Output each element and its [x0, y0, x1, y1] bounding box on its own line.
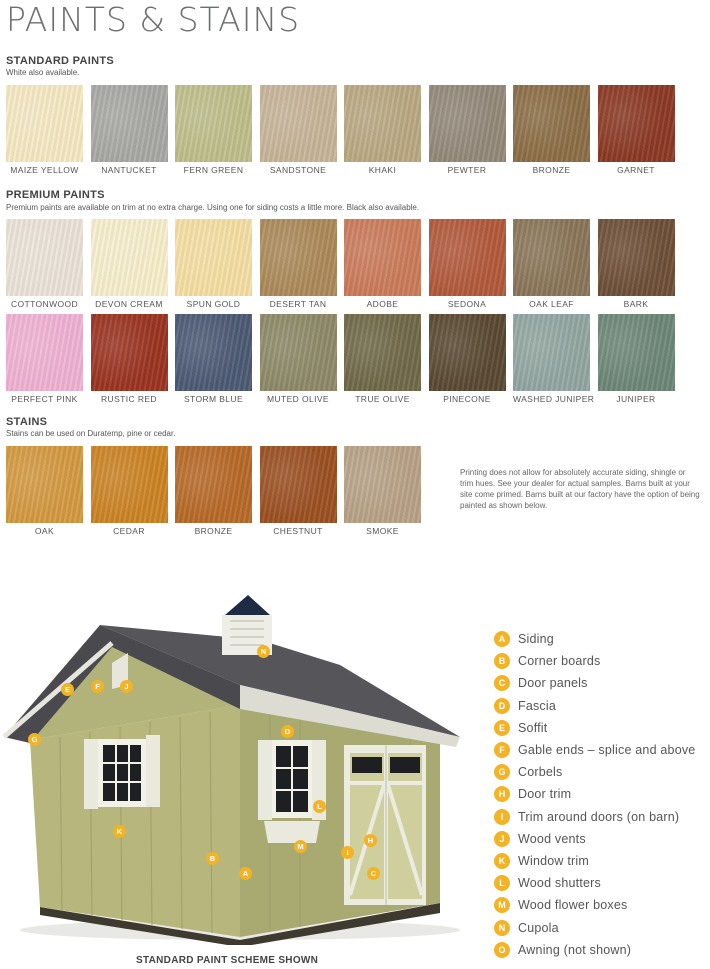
legend-letter-badge: E [494, 720, 510, 736]
swatch-label: JUNIPER [616, 394, 656, 404]
legend-item [494, 828, 708, 850]
swatch-label: TRUE OLIVE [355, 394, 410, 404]
swatch-chip [175, 85, 252, 162]
legend-label: Wood shutters [518, 876, 601, 891]
swatch-chip [260, 314, 337, 391]
legend-label: Awning (not shown) [518, 942, 632, 957]
color-swatch [175, 85, 252, 175]
color-swatch [260, 219, 337, 309]
swatch-chip [91, 314, 168, 391]
color-swatch [6, 446, 83, 536]
shed-callout-marker: I [341, 846, 354, 859]
legend-letter-badge: O [494, 942, 510, 958]
color-swatch [6, 219, 83, 309]
swatch-chip [513, 314, 590, 391]
swatch-chip [513, 219, 590, 296]
swatch-label: BARK [623, 299, 649, 309]
swatch-label: DESERT TAN [269, 299, 327, 309]
standard-paints-note: White also available. [6, 68, 80, 77]
printing-disclaimer: Printing does not allow for absolutely accurate siding, shingle or trim hues. See your dealer for actual samples. Barns built at your site come primed. Barns built at our factory have the option of being painted as shown below. [460, 468, 700, 510]
color-swatch [344, 446, 421, 536]
swatch-label: FERN GREEN [183, 165, 244, 175]
swatch-label: WASHED JUNIPER [513, 394, 595, 404]
swatch-label: PINECONE [443, 394, 491, 404]
color-swatch [598, 85, 675, 175]
premium-paints-note: Premium paints are available on trim at no extra charge. Using one for siding costs a little more. Black also available. [6, 203, 420, 212]
shed-callout-marker: F [91, 680, 104, 693]
color-swatch [91, 85, 168, 175]
page-title: PAINTS & STAINS [6, 0, 301, 39]
color-swatch [91, 446, 168, 536]
legend-item [494, 894, 708, 916]
shed-callout-marker: E [61, 683, 74, 696]
swatch-label: MUTED OLIVE [266, 394, 330, 404]
standard-paints-title: STANDARD PAINTS [6, 55, 114, 67]
color-swatch [175, 219, 252, 309]
swatch-label: CHESTNUT [273, 526, 323, 536]
legend-letter-badge: L [494, 875, 510, 891]
legend-label: Gable ends – splice and above [518, 743, 696, 758]
swatch-chip [429, 219, 506, 296]
shed-callout-marker: M [294, 840, 307, 853]
color-swatch [598, 219, 675, 309]
color-swatch [598, 314, 675, 404]
swatch-label: KHAKI [368, 165, 397, 175]
legend-letter-badge: F [494, 742, 510, 758]
legend-item [494, 695, 708, 717]
shed-drawing [0, 585, 470, 945]
legend-item [494, 672, 708, 694]
premium-paints-row-2 [6, 314, 706, 414]
swatch-label: BRONZE [194, 526, 233, 536]
legend-label: Trim around doors (on barn) [518, 809, 680, 824]
swatch-chip [344, 219, 421, 296]
swatch-chip [6, 446, 83, 523]
legend-item [494, 806, 708, 828]
swatch-chip [6, 219, 83, 296]
stains-title: STAINS [6, 416, 48, 428]
color-swatch [344, 85, 421, 175]
shed-callout-marker: A [239, 867, 252, 880]
color-swatch [429, 85, 506, 175]
legend-label: Door panels [518, 676, 588, 691]
color-swatch [513, 85, 590, 175]
legend-letter-badge: D [494, 698, 510, 714]
color-swatch [344, 219, 421, 309]
color-swatch [513, 219, 590, 309]
shed-callout-marker: G [28, 733, 41, 746]
swatch-label: PEWTER [447, 165, 487, 175]
legend-letter-badge: N [494, 920, 510, 936]
color-swatch [260, 446, 337, 536]
color-swatch [6, 85, 83, 175]
swatch-chip [344, 446, 421, 523]
swatch-chip [91, 85, 168, 162]
swatch-chip [175, 314, 252, 391]
swatch-chip [344, 85, 421, 162]
legend-label: Fascia [518, 698, 557, 713]
stains-note: Stains can be used on Duratemp, pine or cedar. [6, 429, 176, 438]
legend-item [494, 850, 708, 872]
swatch-label: MAIZE YELLOW [10, 165, 79, 175]
legend-letter-badge: G [494, 764, 510, 780]
color-swatch [344, 314, 421, 404]
swatch-chip [260, 219, 337, 296]
swatch-chip [513, 85, 590, 162]
swatch-label: OAK [34, 526, 55, 536]
legend-item [494, 628, 708, 650]
swatch-chip [598, 85, 675, 162]
legend-label: Cupola [518, 920, 559, 935]
swatch-chip [91, 446, 168, 523]
legend-item [494, 650, 708, 672]
swatch-chip [175, 219, 252, 296]
legend-label: Siding [518, 632, 554, 647]
swatch-label: ADOBE [366, 299, 399, 309]
swatch-chip [91, 219, 168, 296]
swatch-label: COTTONWOOD [10, 299, 79, 309]
shed-illustration [0, 585, 470, 945]
swatch-label: SMOKE [366, 526, 399, 536]
legend-item [494, 872, 708, 894]
swatch-chip [260, 85, 337, 162]
shed-callout-marker: L [313, 800, 326, 813]
swatch-label: CEDAR [113, 526, 145, 536]
color-swatch [429, 314, 506, 404]
color-swatch [260, 314, 337, 404]
swatch-label: PERFECT PINK [11, 394, 78, 404]
legend-letter-badge: A [494, 631, 510, 647]
shed-callout-marker: B [206, 852, 219, 865]
swatch-chip [6, 314, 83, 391]
premium-paints-title: PREMIUM PAINTS [6, 189, 105, 201]
standard-paints-row [6, 85, 706, 185]
legend-item [494, 761, 708, 783]
color-swatch [91, 219, 168, 309]
shed-callout-marker: N [257, 645, 270, 658]
legend-label: Window trim [518, 853, 589, 868]
color-swatch [6, 314, 83, 404]
swatch-chip [344, 314, 421, 391]
legend-letter-badge: I [494, 809, 510, 825]
swatch-chip [175, 446, 252, 523]
swatch-chip [429, 314, 506, 391]
swatch-label: DEVON CREAM [95, 299, 163, 309]
color-swatch [513, 314, 595, 404]
swatch-label: SANDSTONE [269, 165, 327, 175]
legend-label: Door trim [518, 787, 572, 802]
swatch-label: NANTUCKET [101, 165, 157, 175]
paint-legend [494, 628, 708, 961]
swatch-chip [260, 446, 337, 523]
legend-label: Wood vents [518, 831, 586, 846]
legend-letter-badge: C [494, 675, 510, 691]
swatch-label: RUSTIC RED [101, 394, 157, 404]
swatch-label: OAK LEAF [529, 299, 574, 309]
legend-letter-badge: B [494, 653, 510, 669]
swatch-label: SPUN GOLD [186, 299, 241, 309]
legend-label: Wood flower boxes [518, 898, 628, 913]
legend-letter-badge: K [494, 853, 510, 869]
legend-label: Corbels [518, 765, 563, 780]
premium-paints-row-1 [6, 219, 706, 319]
legend-item [494, 783, 708, 805]
shed-callout-marker: D [281, 725, 294, 738]
swatch-chip [598, 314, 675, 391]
legend-label: Corner boards [518, 654, 601, 669]
legend-item [494, 939, 708, 961]
color-swatch [175, 314, 252, 404]
legend-letter-badge: J [494, 831, 510, 847]
legend-item [494, 916, 708, 938]
shed-callout-marker: J [120, 680, 133, 693]
shed-caption: STANDARD PAINT SCHEME SHOWN [136, 955, 319, 966]
swatch-chip [6, 85, 83, 162]
swatch-label: BRONZE [532, 165, 571, 175]
swatch-label: STORM BLUE [183, 394, 244, 404]
color-swatch [91, 314, 168, 404]
swatch-label: SEDONA [447, 299, 487, 309]
legend-label: Soffit [518, 720, 548, 735]
color-swatch [429, 219, 506, 309]
swatch-chip [429, 85, 506, 162]
legend-item [494, 717, 708, 739]
shed-callout-marker: K [113, 825, 126, 838]
legend-letter-badge: M [494, 897, 510, 913]
swatch-chip [598, 219, 675, 296]
shed-callout-marker: C [367, 867, 380, 880]
shed-callout-marker: H [364, 834, 377, 847]
color-swatch [260, 85, 337, 175]
legend-letter-badge: H [494, 786, 510, 802]
swatch-label: GARNET [617, 165, 655, 175]
color-swatch [175, 446, 252, 536]
legend-item [494, 739, 708, 761]
